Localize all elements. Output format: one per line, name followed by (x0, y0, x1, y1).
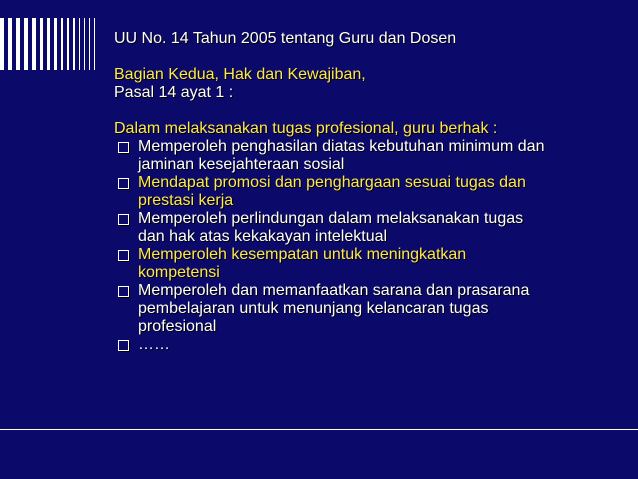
slide-heading: UU No. 14 Tahun 2005 tentang Guru dan Dosen (114, 30, 457, 47)
stripe (94, 18, 95, 70)
list-item-line: …… (138, 336, 170, 353)
square-bullet-icon (118, 178, 129, 189)
list-item (114, 336, 614, 354)
list-item-line: jaminan kesejahteraan sosial (138, 156, 345, 173)
article-label: Pasal 14 ayat 1 : (114, 84, 234, 101)
square-bullet-icon (118, 250, 129, 261)
rights-list (114, 138, 614, 354)
intro-text: Dalam melaksanakan tugas profesional, guru berhak : (114, 120, 498, 137)
section-label: Bagian Kedua, Hak dan Kewajiban, (114, 66, 366, 83)
list-item (114, 174, 614, 210)
stripe (61, 18, 63, 70)
stripe (89, 18, 90, 70)
decorative-stripes (0, 18, 100, 70)
list-item (114, 246, 614, 282)
list-item (114, 210, 614, 246)
square-bullet-icon (118, 286, 129, 297)
list-item-line: Memperoleh kesempatan untuk meningkatkan (138, 246, 467, 263)
list-item-line: dan hak atas kekakayan intelektual (138, 228, 388, 245)
list-item-line: kompetensi (138, 264, 220, 281)
spacer (114, 102, 614, 120)
list-item-line: profesional (138, 318, 217, 335)
stripe (54, 18, 57, 70)
stripe (8, 18, 12, 70)
list-item-line: Mendapat promosi dan penghargaan sesuai tugas dan (138, 174, 526, 191)
stripe (79, 18, 80, 70)
stripe (47, 18, 50, 70)
stripe (40, 18, 43, 70)
list-item-line: Memperoleh penghasilan diatas kebutuhan minimum dan (138, 138, 545, 155)
list-item (114, 138, 614, 174)
stripe (67, 18, 69, 70)
stripe (16, 18, 20, 70)
list-item (114, 282, 614, 336)
list-item-line: pembelajaran untuk menunjang kelancaran tugas (138, 300, 489, 317)
stripe (0, 18, 4, 70)
stripe (84, 18, 85, 70)
stripe (24, 18, 28, 70)
spacer (114, 48, 614, 66)
square-bullet-icon (118, 142, 129, 153)
stripe (32, 18, 36, 70)
stripe (73, 18, 75, 70)
slide-content (114, 30, 614, 354)
list-item-line: Memperoleh dan memanfaatkan sarana dan prasarana (138, 282, 530, 299)
list-item-line: prestasi kerja (138, 192, 234, 209)
square-bullet-icon (118, 340, 129, 351)
list-item-line: Memperoleh perlindungan dalam melaksanakan tugas (138, 210, 524, 227)
horizontal-divider (0, 429, 638, 430)
square-bullet-icon (118, 214, 129, 225)
